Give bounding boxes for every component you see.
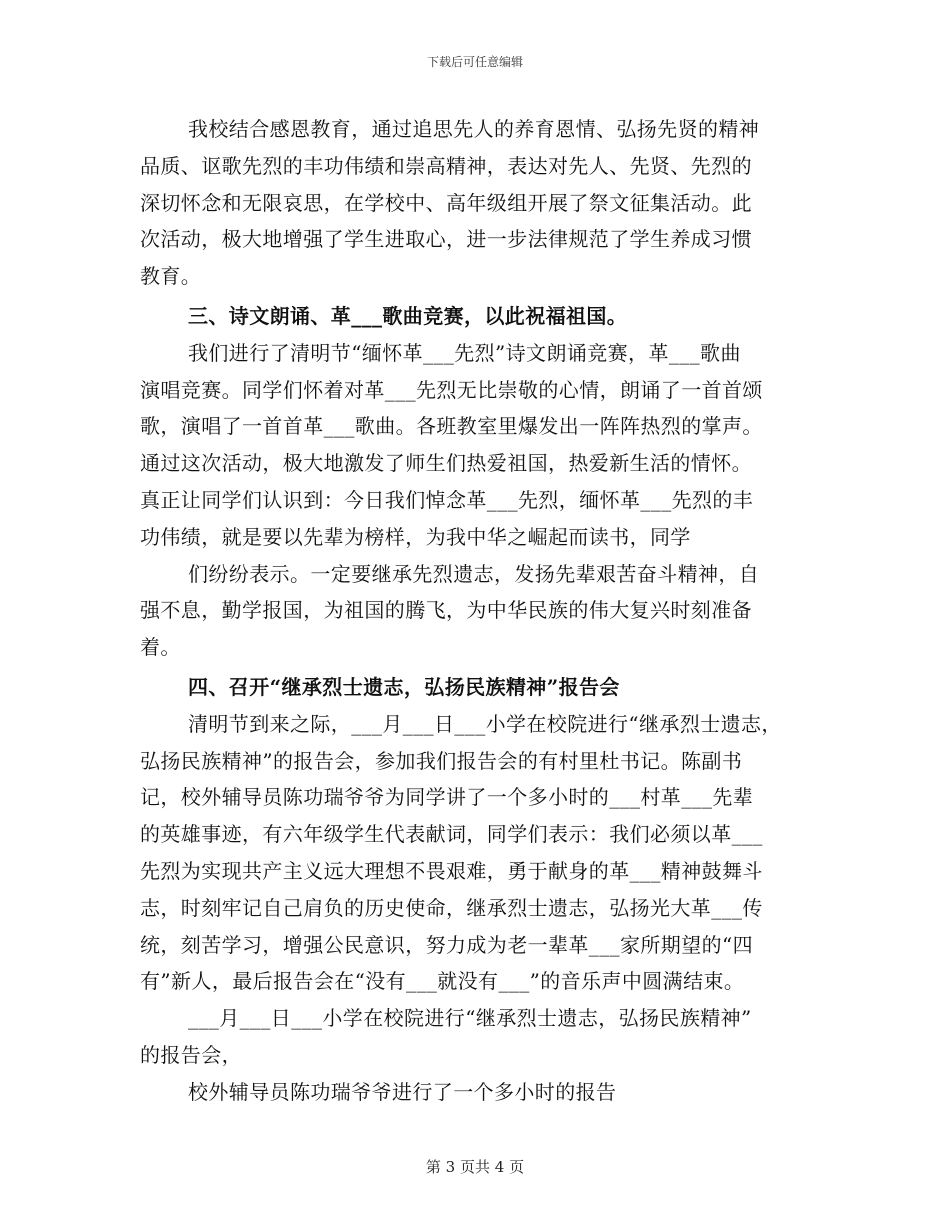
paragraph-line: 有”新人，最后报告会在“没有___就没有___”的音乐声中圆满结束。: [140, 969, 745, 994]
paragraph-line: 次活动，极大地增强了学生进取心，进一步法律规范了学生养成习惯: [140, 227, 752, 252]
paragraph-line: 深切怀念和无限哀思，在学校中、高年级组开展了祭文征集活动。此: [140, 190, 752, 215]
paragraph-line: 强不息，勤学报国，为祖国的腾飞，为中华民族的伟大复兴时刻准备: [140, 598, 752, 623]
paragraph-line: 志，时刻牢记自己肩负的历史使命，继承烈士遗志，弘扬光大革___传: [140, 895, 763, 920]
paragraph-line: 先烈为实现共产主义远大理想不畏艰难，勇于献身的革___精神鼓舞斗: [140, 858, 763, 883]
paragraph-line: 清明节到来之际，___月___日___小学在校院进行“继承烈士遗志，: [188, 711, 782, 736]
paragraph-line: 真正让同学们认识到：今日我们悼念革___先烈，缅怀革___先烈的丰: [140, 487, 754, 512]
document-body: [140, 111, 820, 1111]
paragraph-line: 通过这次活动，极大地激发了师生们热爱祖国，热爱新生活的情怀。: [140, 451, 752, 476]
paragraph-line: 弘扬民族精神”的报告会，参加我们报告会的有村里杜书记。陈副书: [140, 748, 743, 773]
paragraph-line: 我们进行了清明节“缅怀革___先烈”诗文朗诵竞赛，革___歌曲: [188, 340, 741, 365]
paragraph-line: 的英雄事迹，有六年级学生代表献词，同学们表示：我们必须以革___: [140, 822, 763, 847]
paragraph-line: 演唱竞赛。同学们怀着对革___先烈无比崇敬的心情，朗诵了一首首颂: [140, 377, 763, 402]
section-heading: 四、召开“继承烈士遗志，弘扬民族精神”报告会: [188, 674, 620, 699]
paragraph-line: 记，校外辅导员陈功瑞爷爷为同学讲了一个多小时的___村革___先辈: [140, 785, 754, 810]
paragraph-line: 着。: [140, 635, 181, 660]
paragraph-line: ___月___日___小学在校院进行“继承烈士遗志，弘扬民族精神”: [188, 1006, 752, 1031]
paragraph-line: 们纷纷表示。一定要继承先烈遗志，发扬先辈艰苦奋斗精神，自: [188, 561, 760, 586]
paragraph-line: 教育。: [140, 264, 202, 289]
paragraph-line: 我校结合感恩教育，通过追思先人的养育恩情、弘扬先贤的精神: [188, 117, 760, 141]
paragraph-line: 统，刻苦学习，增强公民意识，努力成为老一辈革___家所期望的“四: [140, 932, 754, 957]
paragraph-line: 校外辅导员陈功瑞爷爷进行了一个多小时的报告: [188, 1079, 617, 1104]
paragraph-line: 的报告会，: [140, 1042, 242, 1067]
page-header-note: 下载后可任意编辑: [426, 55, 523, 69]
paragraph-line: 歌，演唱了一首首革___歌曲。各班教室里爆发出一阵阵热烈的掌声。: [140, 414, 763, 439]
section-heading: 三、诗文朗诵、革___歌曲竞赛，以此祝福祖国。: [188, 303, 628, 328]
paragraph-line: 品质、讴歌先烈的丰功伟绩和崇高精神，表达对先人、先贤、先烈的: [140, 153, 752, 178]
page-number-footer: 第 3 页共 4 页: [425, 1158, 525, 1176]
paragraph-line: 功伟绩，就是要以先辈为榜样，为我中华之崛起而读书，同学: [140, 524, 691, 549]
